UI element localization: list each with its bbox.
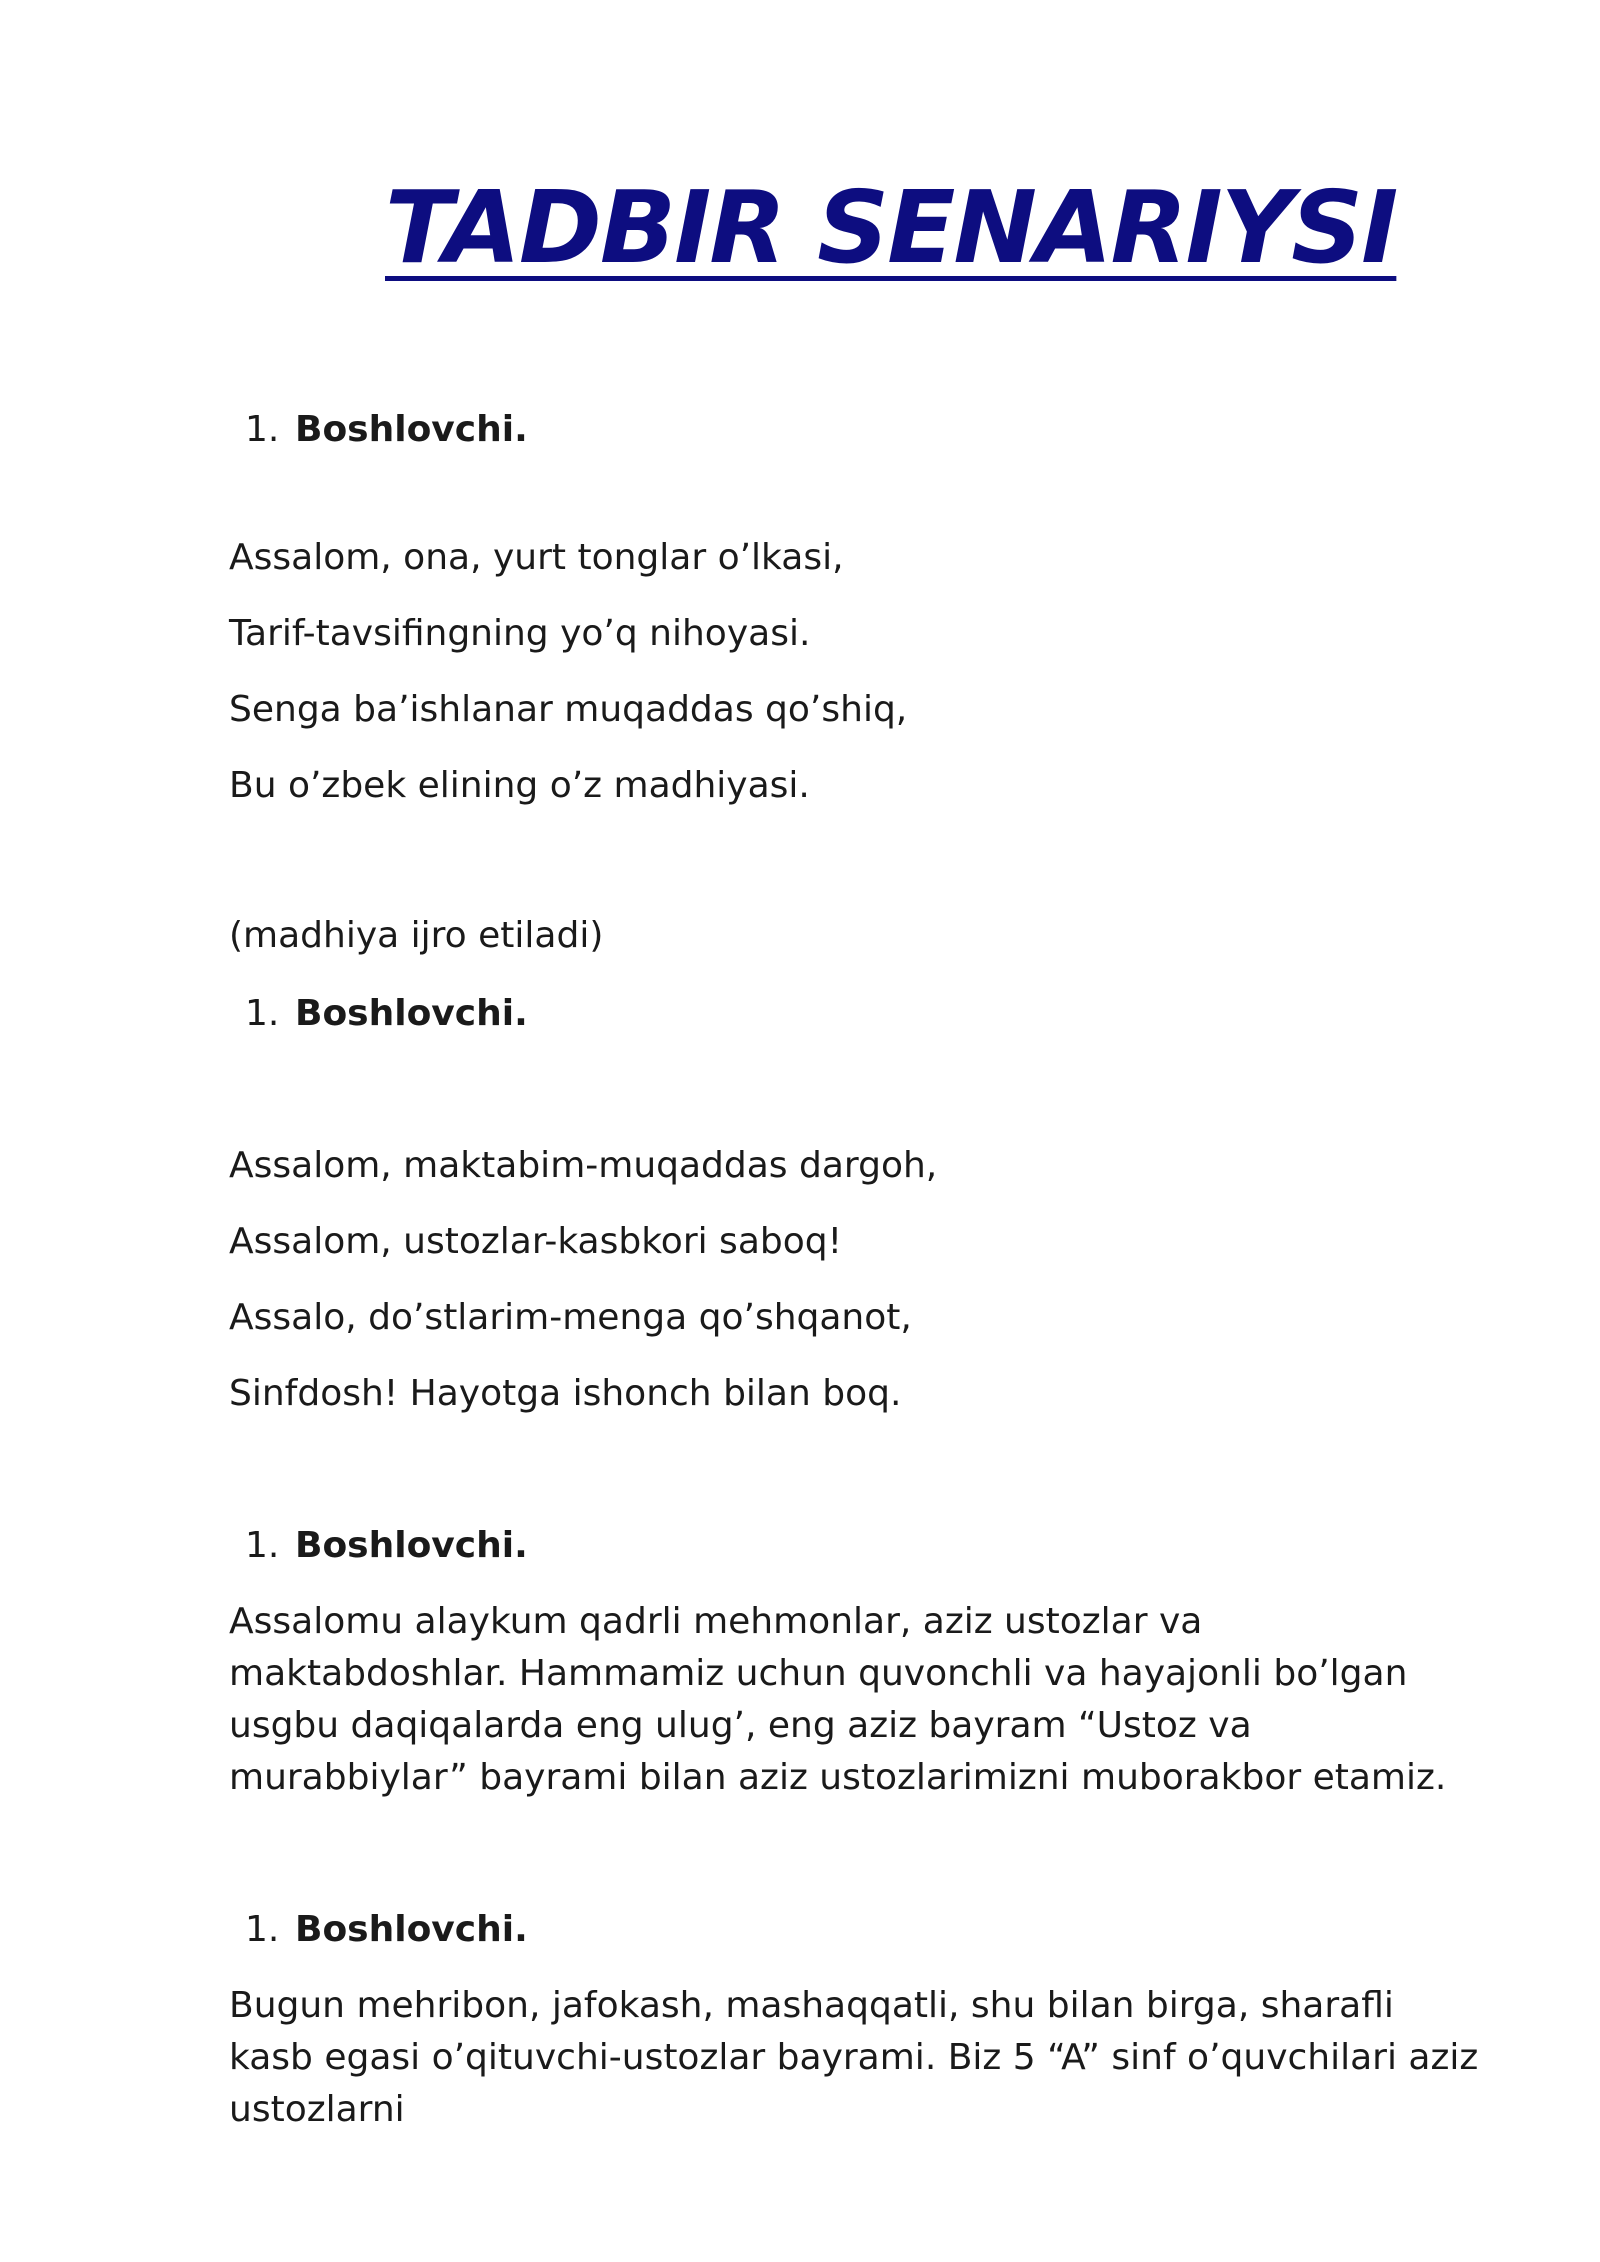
verse-line: Tarif-tavsifingning yo’q nihoyasi.	[229, 613, 811, 654]
verse-line: Assalom, maktabim-muqaddas dargoh,	[229, 1145, 938, 1186]
section-heading	[245, 404, 528, 456]
verse-line: Assalo, do’stlarim-menga qo’shqanot,	[229, 1297, 912, 1338]
paragraph: Assalomu alaykum qadrli mehmonlar, aziz ustozlar va maktabdoshlar. Hammamiz uchun quvonchli va hayajonli bo’lgan usgbu daqiqalarda eng ulug’, eng aziz bayram “Ustoz va murabbiylar” bayrami bilan aziz ustozlarimizni muborakbor etamiz.	[229, 1601, 1447, 1798]
verse-line: Sinfdosh! Hayotga ishonch bilan boq.	[229, 1373, 902, 1414]
speaker-label: Boshlovchi.	[295, 409, 528, 450]
speaker-label: Boshlovchi.	[295, 1525, 528, 1566]
paragraph: Bugun mehribon, jafokash, mashaqqatli, shu bilan birga, sharafli kasb egasi o’qituvchi-ustozlar bayrami. Biz 5 “A” sinf o’quvchilari aziz ustozlarni	[229, 1985, 1479, 2130]
document-title: TADBIR SENARIYSI	[385, 169, 1397, 286]
speaker-label: Boshlovchi.	[295, 1909, 528, 1950]
verse	[229, 532, 1489, 836]
list-number: 1.	[245, 1525, 280, 1566]
list-number: 1.	[245, 409, 280, 450]
list-number: 1.	[245, 993, 280, 1034]
stage-note: (madhiya ijro etiladi)	[229, 915, 604, 956]
verse-line: Bu o’zbek elining o’z madhiyasi.	[229, 765, 810, 806]
verse-line: Assalom, ona, yurt tonglar o’lkasi,	[229, 537, 844, 578]
section-heading	[245, 988, 528, 1040]
verse-line: Assalom, ustozlar-kasbkori saboq!	[229, 1221, 843, 1262]
verse-line: Senga ba’ishlanar muqaddas qo’shiq,	[229, 689, 908, 730]
verse	[229, 1140, 1489, 1444]
section-heading	[245, 1520, 528, 1572]
list-number: 1.	[245, 1909, 280, 1950]
speaker-label: Boshlovchi.	[295, 993, 528, 1034]
section-heading	[245, 1904, 528, 1956]
